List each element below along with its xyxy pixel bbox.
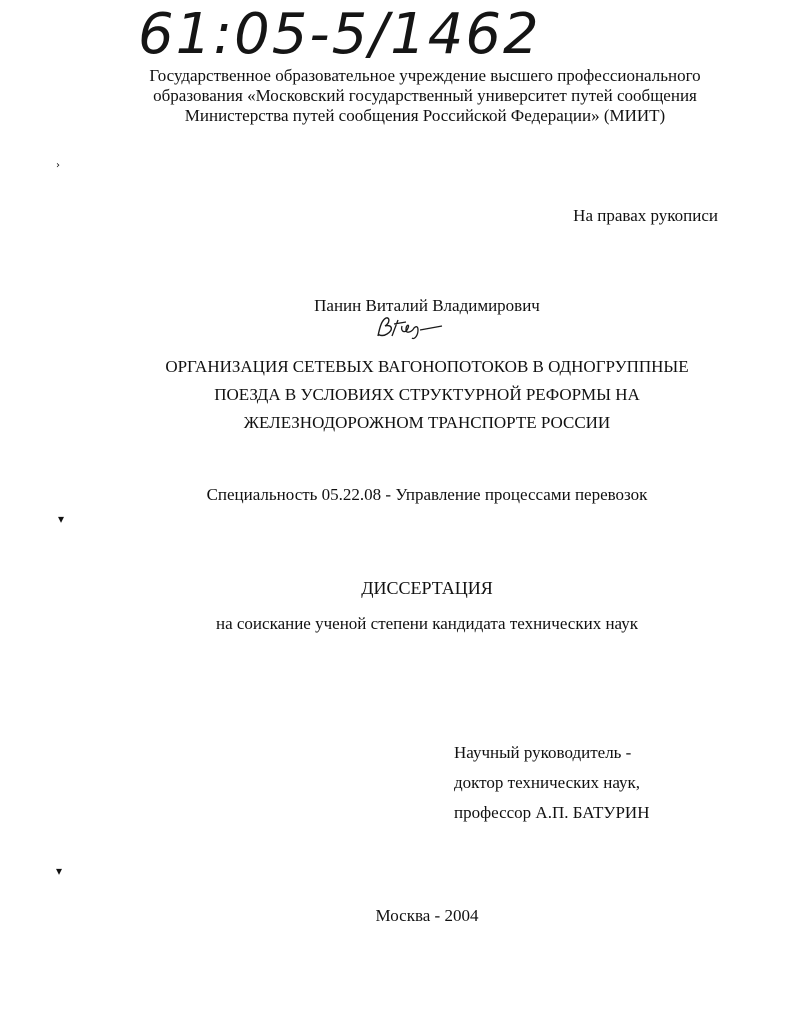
scan-mark-1: ›: [56, 160, 60, 171]
manuscript-note: На правах рукописи: [573, 206, 718, 225]
specialty: Специальность 05.22.08 - Управление процессами перевозок: [206, 485, 648, 504]
scan-mark-2: ▾: [58, 512, 65, 526]
title-line-2: ПОЕЗДА В УСЛОВИЯХ СТРУКТУРНОЙ РЕФОРМЫ НА: [214, 385, 640, 404]
archive-code: 61:05-5/1462: [138, 2, 541, 67]
supervisor-line-1: Научный руководитель -: [454, 743, 632, 762]
city-year: Москва - 2004: [375, 906, 479, 925]
header-line-1: Государственное образовательное учреждение высшего профессионального: [149, 66, 701, 85]
author-name: Панин Виталий Владимирович: [314, 296, 540, 315]
supervisor-line-3: профессор А.П. БАТУРИН: [454, 803, 650, 822]
institution-header: [120, 66, 730, 126]
dissertation-subtitle: на соискание ученой степени кандидата технических наук: [215, 614, 638, 633]
title-line-3: ЖЕЛЕЗНОДОРОЖНОМ ТРАНСПОРТЕ РОССИИ: [243, 413, 611, 432]
title-line-1: ОРГАНИЗАЦИЯ СЕТЕВЫХ ВАГОНОПОТОКОВ В ОДНОГРУППНЫЕ: [165, 357, 689, 376]
supervisor-line-2: доктор технических наук,: [454, 773, 641, 792]
dissertation-label: ДИССЕРТАЦИЯ: [361, 578, 493, 598]
scan-mark-3: ▾: [56, 864, 63, 878]
header-line-3: Министерства путей сообщения Российской Федерации» (МИИТ): [184, 106, 666, 125]
dissertation-title: [130, 353, 724, 437]
header-line-2: образования «Московский государственный университет путей сообщения: [153, 86, 697, 105]
supervisor-block: [454, 738, 649, 828]
signature: [372, 312, 462, 344]
